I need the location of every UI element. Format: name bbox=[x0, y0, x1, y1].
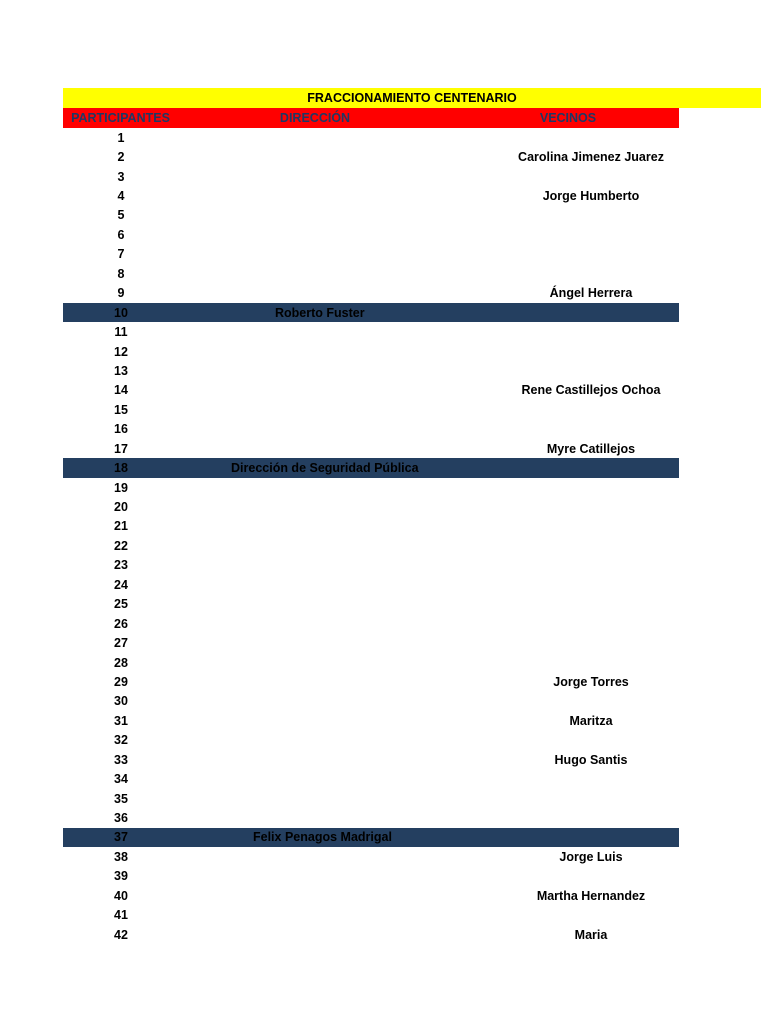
table-row bbox=[63, 322, 679, 341]
participant-number: 11 bbox=[114, 325, 128, 340]
table-row bbox=[63, 478, 679, 497]
table-row bbox=[63, 264, 679, 283]
table-row bbox=[63, 808, 679, 827]
participant-number: 18 bbox=[114, 461, 128, 476]
participant-number: 27 bbox=[114, 636, 128, 651]
table-row bbox=[63, 595, 679, 614]
table-row bbox=[63, 672, 679, 691]
table-row bbox=[63, 653, 679, 672]
participant-number: 4 bbox=[117, 189, 125, 204]
participant-number: 36 bbox=[114, 811, 128, 826]
vecino-cell bbox=[468, 536, 714, 555]
vecino-cell: Jorge Humberto bbox=[542, 189, 640, 204]
vecino-cell: Jorge Luis bbox=[559, 849, 623, 864]
vecino-cell bbox=[468, 731, 714, 750]
participant-number: 7 bbox=[117, 247, 125, 262]
participant-number: 15 bbox=[114, 402, 128, 417]
table-row bbox=[63, 692, 679, 711]
sheet-title: FRACCIONAMIENTO CENTENARIO bbox=[307, 91, 517, 105]
header-vecinos: VECINOS bbox=[539, 111, 597, 125]
participant-number: 21 bbox=[114, 519, 128, 534]
participant-number: 22 bbox=[114, 538, 128, 553]
vecino-cell bbox=[468, 206, 714, 225]
table-row bbox=[63, 400, 679, 419]
table-row bbox=[63, 556, 679, 575]
table-row bbox=[63, 147, 679, 166]
vecino-cell bbox=[468, 789, 714, 808]
vecino-cell: Maria bbox=[574, 927, 608, 942]
vecino-cell bbox=[468, 322, 714, 341]
participant-number: 26 bbox=[114, 616, 128, 631]
vecino-cell bbox=[468, 497, 714, 516]
participant-number: 33 bbox=[114, 752, 128, 767]
vecino-cell: Maritza bbox=[569, 713, 613, 728]
vecino-cell: Martha Hernandez bbox=[536, 888, 646, 903]
table-row bbox=[63, 750, 679, 769]
participant-number: 31 bbox=[114, 713, 128, 728]
table-body bbox=[63, 128, 679, 944]
participant-number: 23 bbox=[114, 558, 128, 573]
participant-number: 10 bbox=[114, 305, 128, 320]
vecino-cell bbox=[468, 225, 714, 244]
participant-number: 2 bbox=[117, 150, 125, 165]
vecino-cell: Carolina Jimenez Juarez bbox=[518, 150, 664, 165]
table-row bbox=[63, 186, 679, 205]
vecino-cell bbox=[468, 303, 714, 322]
table-row bbox=[63, 420, 679, 439]
participant-number: 8 bbox=[117, 266, 125, 281]
table-row bbox=[63, 614, 679, 633]
participant-number: 5 bbox=[117, 208, 125, 223]
vecino-cell: Rene Castillejos Ochoa bbox=[521, 383, 661, 398]
vecino-cell bbox=[468, 769, 714, 788]
table-row bbox=[63, 284, 679, 303]
vecino-cell bbox=[468, 264, 714, 283]
direccion-cell: Felix Penagos Madrigal bbox=[253, 830, 392, 845]
vecino-cell bbox=[468, 808, 714, 827]
table-row bbox=[63, 828, 679, 847]
participant-number: 35 bbox=[114, 791, 128, 806]
participant-number: 42 bbox=[114, 927, 128, 942]
participant-number: 30 bbox=[114, 694, 128, 709]
participant-number: 24 bbox=[114, 577, 128, 592]
vecino-cell bbox=[468, 614, 714, 633]
vecino-cell bbox=[468, 361, 714, 380]
vecino-cell bbox=[468, 692, 714, 711]
vecino-cell: Jorge Torres bbox=[553, 674, 629, 689]
table-row bbox=[63, 906, 679, 925]
participant-number: 25 bbox=[114, 597, 128, 612]
vecino-cell bbox=[468, 828, 714, 847]
vecino-cell bbox=[468, 478, 714, 497]
vecino-cell bbox=[468, 167, 714, 186]
vecino-cell bbox=[468, 245, 714, 264]
header-participantes: PARTICIPANTES bbox=[71, 111, 170, 125]
vecino-cell bbox=[468, 517, 714, 536]
vecino-cell bbox=[468, 653, 714, 672]
header-direccion: DIRECCIÓN bbox=[279, 111, 351, 125]
participant-number: 41 bbox=[114, 908, 128, 923]
sheet-title-cell bbox=[63, 88, 761, 108]
table-row bbox=[63, 847, 679, 866]
participant-number: 37 bbox=[114, 830, 128, 845]
table-row bbox=[63, 886, 679, 905]
participant-number: 1 bbox=[117, 130, 125, 145]
vecino-cell bbox=[468, 595, 714, 614]
table-row bbox=[63, 206, 679, 225]
vecino-cell bbox=[468, 575, 714, 594]
table-row bbox=[63, 342, 679, 361]
participant-number: 6 bbox=[117, 227, 125, 242]
vecino-cell bbox=[468, 458, 714, 477]
vecino-cell: Myre Catillejos bbox=[546, 441, 636, 456]
table-row bbox=[63, 789, 679, 808]
participant-number: 29 bbox=[114, 674, 128, 689]
table-row bbox=[63, 731, 679, 750]
participant-number: 17 bbox=[114, 441, 128, 456]
vecino-cell bbox=[468, 633, 714, 652]
participant-number: 12 bbox=[114, 344, 128, 359]
participant-number: 38 bbox=[114, 849, 128, 864]
table-row bbox=[63, 128, 679, 147]
table-row bbox=[63, 536, 679, 555]
participant-number: 3 bbox=[117, 169, 125, 184]
participant-number: 20 bbox=[114, 500, 128, 515]
vecino-cell bbox=[468, 867, 714, 886]
direccion-cell: Roberto Fuster bbox=[275, 305, 365, 320]
table-row bbox=[63, 167, 679, 186]
vecino-cell bbox=[468, 342, 714, 361]
vecino-cell bbox=[468, 420, 714, 439]
vecino-cell bbox=[468, 906, 714, 925]
table-row bbox=[63, 925, 679, 944]
participant-number: 13 bbox=[114, 363, 128, 378]
table-row bbox=[63, 439, 679, 458]
table-row bbox=[63, 867, 679, 886]
table-row bbox=[63, 225, 679, 244]
participant-number: 32 bbox=[114, 733, 128, 748]
participant-number: 9 bbox=[117, 286, 125, 301]
table-row bbox=[63, 303, 679, 322]
table-row bbox=[63, 381, 679, 400]
vecino-cell: Ángel Herrera bbox=[549, 286, 633, 301]
participant-number: 34 bbox=[114, 772, 128, 787]
participant-number: 39 bbox=[114, 869, 128, 884]
participant-number: 16 bbox=[114, 422, 128, 437]
table-row bbox=[63, 633, 679, 652]
vecino-cell bbox=[468, 556, 714, 575]
table-row bbox=[63, 497, 679, 516]
table-row bbox=[63, 361, 679, 380]
participant-number: 14 bbox=[114, 383, 128, 398]
participant-number: 40 bbox=[114, 888, 128, 903]
table-row bbox=[63, 458, 679, 477]
vecino-cell: Hugo Santis bbox=[554, 752, 628, 767]
participant-number: 19 bbox=[114, 480, 128, 495]
direccion-cell: Dirección de Seguridad Pública bbox=[231, 461, 419, 476]
table-row bbox=[63, 769, 679, 788]
table-row bbox=[63, 517, 679, 536]
vecino-cell bbox=[468, 400, 714, 419]
table-row bbox=[63, 575, 679, 594]
table-row bbox=[63, 245, 679, 264]
table-row bbox=[63, 711, 679, 730]
vecino-cell bbox=[468, 128, 714, 147]
participant-number: 28 bbox=[114, 655, 128, 670]
